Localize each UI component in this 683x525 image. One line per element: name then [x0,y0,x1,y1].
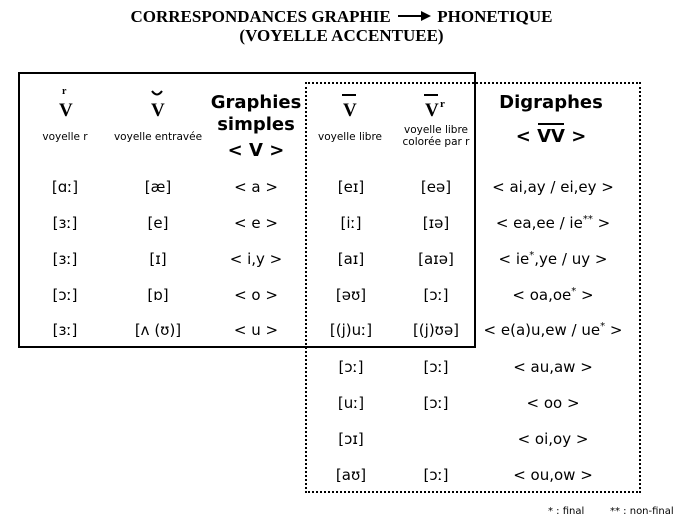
table-cell: [ɪ] [149,250,167,268]
col5-sub-line1: voyelle libre [404,124,468,136]
table-cell: < a > [234,178,278,196]
col5-mark: r [440,98,445,110]
table-cell: [(j)uː] [329,321,373,339]
macron-icon [538,123,564,125]
page-subtitle: (VOYELLE ACCENTUEE) [239,26,444,45]
digraph-tail: ,ye / uy > [534,250,608,268]
table-cell: [uː] [337,394,365,412]
digraph-text: < e(a)u,ew / ue [483,321,601,339]
table-cell: [ɔː] [423,358,449,376]
col4-symbol: V [343,100,357,121]
macron-icon [342,94,356,96]
table-cell: < i,y > [229,250,283,268]
col5-header [406,84,460,121]
digraph-text: < ai,ay / ei,ey > [492,178,614,196]
col1-symbol: V [59,100,73,121]
table-cell: [ɑː] [51,178,79,196]
table-cell [478,286,628,304]
table-cell [478,250,628,268]
col2-header [130,84,184,121]
digraph-text: < oo > [526,394,580,412]
col1-sub: voyelle r [42,131,88,143]
digraph-tail: > [605,321,623,339]
table-cell: [(j)ʊə] [412,321,460,339]
digraph-tail: > [592,214,611,232]
table-cell [478,466,628,484]
digraph-text: < ea,ee / ie [495,214,583,232]
title-right: PHONETIQUE [437,7,553,26]
col5-sub-line2: colorée par r [402,136,470,148]
col2-symbol: V [151,100,165,121]
table-cell: < o > [234,286,278,304]
col3-header-line2: simples [217,114,295,135]
col6-left: < [515,126,531,147]
table-cell: [iː] [340,214,362,232]
footnote-final: * : final [548,506,585,517]
digraph-tail: > [576,286,594,304]
table-cell [478,214,628,232]
table-cell [478,430,628,448]
table-cell: [aɪə] [418,250,454,268]
col6-header-line1: Digraphes [499,92,603,113]
table-cell: < u > [233,321,279,339]
col6-header-line2 [486,122,616,147]
digraph-text: < au,aw > [513,358,593,376]
table-cell: [ɔː] [423,286,449,304]
table-cell [478,178,628,196]
table-cell: [ɜː] [52,214,78,232]
table-cell: [ɒ] [147,286,169,304]
table-cell: [ɔː] [338,358,364,376]
table-cell [478,321,628,339]
col3-header-line3: < V > [227,140,285,161]
col4-sub: voyelle libre [318,131,382,143]
col1-header [38,84,90,121]
table-cell [478,358,628,376]
footnote-marker: * [571,286,577,297]
digraph-text: < oi,oy > [517,430,589,448]
table-cell: [eə] [420,178,452,196]
digraph-text: < ie [498,250,530,268]
table-cell: [ɔː] [52,286,78,304]
footnote-marker: * [529,250,535,261]
col3-header-line1: Graphies [210,92,302,113]
digraph-text: < ou,ow > [513,466,593,484]
table-cell [478,394,628,412]
col5-symbol: V [425,100,439,121]
table-cell: [ɔɪ] [338,430,364,448]
table-cell: [eɪ] [337,178,365,196]
table-cell: [ɔː] [423,466,449,484]
macron-icon [424,94,438,96]
footnote-marker: * [600,321,606,332]
page-title [0,7,683,27]
table-cell: [ɪə] [422,214,450,232]
col2-sub: voyelle entravée [113,131,203,143]
table-cell: [æ] [144,178,172,196]
footnote-non-final: ** : non-final [610,506,674,517]
table-cell: [e] [147,214,169,232]
title-left: CORRESPONDANCES GRAPHIE [130,7,391,26]
table-cell: [aʊ] [335,466,367,484]
col4-header [322,84,376,121]
footnote-marker: ** [582,214,593,225]
table-cell: [əʊ] [335,286,367,304]
col1-mark: r [62,86,67,97]
table-cell: [ɜː] [52,250,78,268]
digraph-text: < oa,oe [512,286,572,304]
table-cell: [aɪ] [337,250,365,268]
table-cell: [ɔː] [423,394,449,412]
table-cell: [ʌ (ʊ)] [134,321,182,339]
arrow-right-icon [395,9,433,23]
col6-right: > [571,126,587,147]
breve-icon [151,90,163,97]
table-cell: < e > [234,214,278,232]
table-cell: [ɜː] [52,321,78,339]
col6-symbol: VV [537,126,565,147]
